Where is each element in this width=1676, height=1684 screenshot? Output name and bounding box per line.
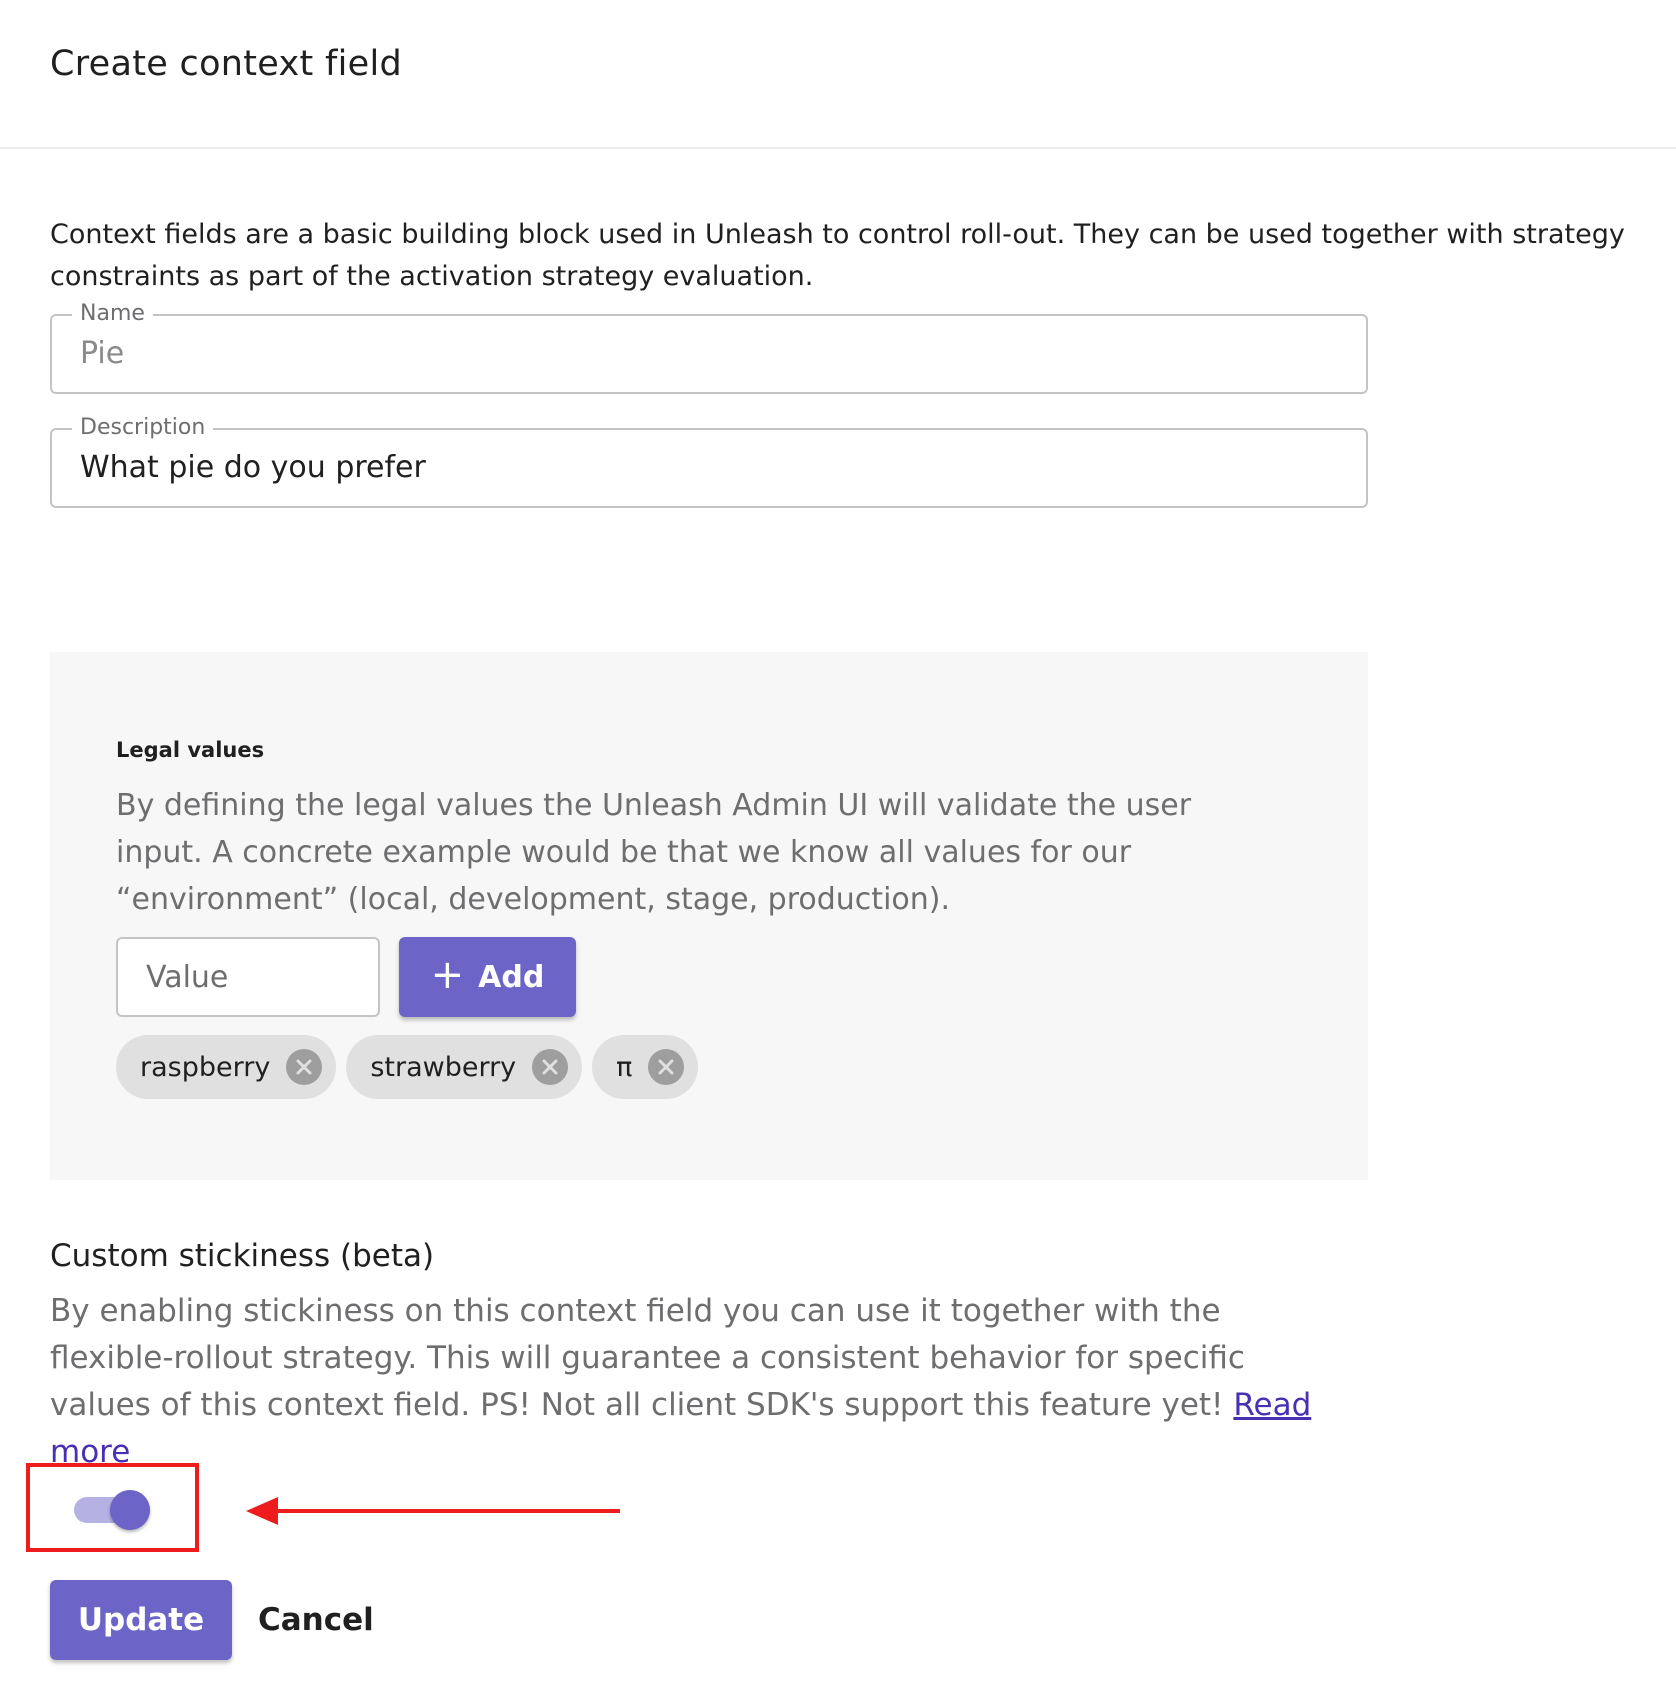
intro-text-line-2: constraints as part of the activation strategy evaluation.: [50, 261, 814, 292]
legal-values-description: By defining the legal values the Unleash Admin UI will validate the user input. A concrete example would be that we know all values for our “environment” (local, development, stage, production).: [116, 788, 1192, 917]
chip-label: raspberry: [140, 1051, 271, 1083]
toggle-thumb: [110, 1490, 150, 1530]
arrow-left-icon: [246, 1491, 620, 1531]
custom-stickiness-description: [50, 1288, 1350, 1476]
add-button-label: Add: [478, 959, 545, 995]
add-legal-value-button[interactable]: [399, 937, 576, 1017]
close-circle-icon[interactable]: [648, 1049, 684, 1085]
intro-text-line-1: Context fields are a basic building block used in Unleash to control roll-out. They can be used together with strategy: [50, 219, 1625, 250]
close-circle-icon[interactable]: [532, 1049, 568, 1085]
chip-label: strawberry: [370, 1051, 517, 1083]
cancel-button[interactable]: Cancel: [250, 1580, 382, 1660]
description-field[interactable]: [50, 415, 1368, 508]
intro-text: [50, 214, 1676, 298]
title-divider: [0, 147, 1676, 149]
page-title: Create context field: [50, 44, 402, 84]
legal-values-panel: [50, 652, 1368, 1180]
read-more-link[interactable]: Read more: [50, 1387, 1312, 1470]
update-button[interactable]: Update: [50, 1580, 232, 1660]
legal-values-title: Legal values: [116, 738, 265, 762]
legal-value-chip-raspberry[interactable]: [116, 1035, 336, 1099]
custom-stickiness-title: Custom stickiness (beta): [50, 1238, 435, 1274]
plus-icon: +: [430, 952, 465, 998]
legal-value-chip-strawberry[interactable]: [346, 1035, 582, 1099]
close-circle-icon[interactable]: [286, 1049, 322, 1085]
description-field-value[interactable]: What pie do you prefer: [80, 450, 426, 485]
description-field-label: Description: [72, 415, 213, 441]
legal-value-chips: [116, 1035, 698, 1099]
custom-stickiness-toggle[interactable]: [74, 1490, 152, 1530]
custom-stickiness-text: By enabling stickiness on this context field you can use it together with the flexible-rollout strategy. This will guarantee a consistent behavior for specific values of this context field. PS! Not all client SDK's support this feature yet!: [50, 1293, 1245, 1423]
chip-label: π: [616, 1051, 633, 1083]
name-field-label: Name: [72, 301, 153, 327]
legal-value-input[interactable]: [116, 937, 380, 1017]
legal-value-chip-pi[interactable]: [592, 1035, 698, 1099]
name-field-value[interactable]: Pie: [80, 336, 125, 371]
name-field[interactable]: [50, 301, 1368, 394]
